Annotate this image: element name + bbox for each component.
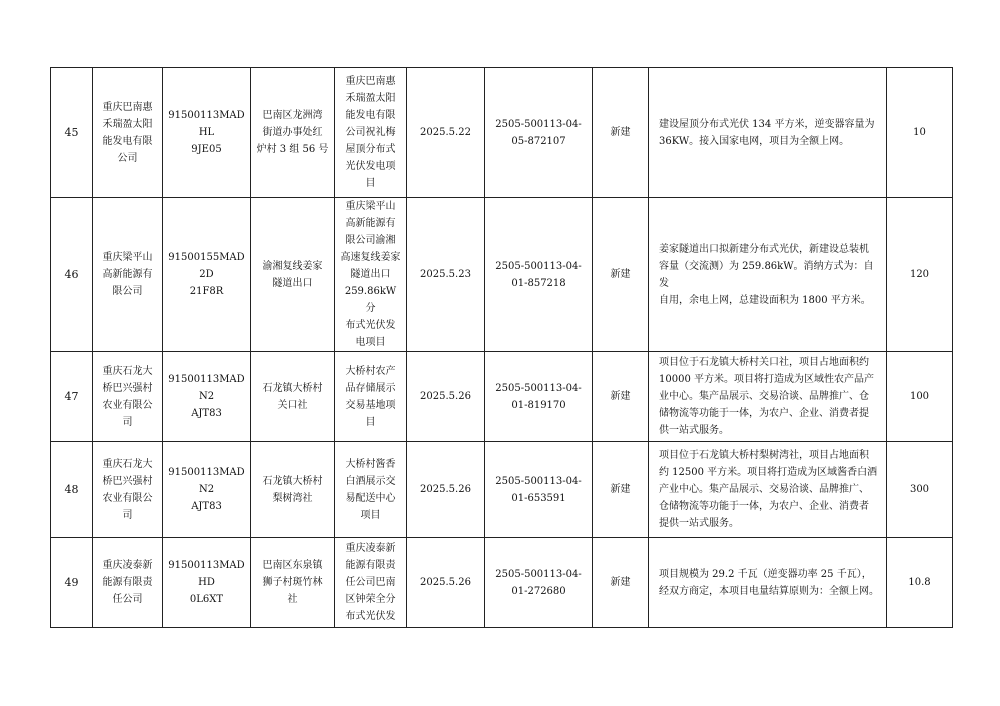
company-name	[93, 352, 163, 442]
company-name-line: 禾瑞盈太阳	[102, 118, 153, 130]
project-name-line: 屋顶分布式	[345, 144, 396, 155]
project-description-line: 仓储物流等功能于一体，为农户、企业、消费者	[659, 501, 869, 512]
company-name-line: 能发电有限	[102, 135, 153, 147]
project-code-line: 01-272680	[511, 585, 566, 597]
investment-amount: 10.8	[887, 538, 953, 628]
credit-code-line: 91500113MADN2	[168, 467, 245, 495]
credit-code	[163, 442, 251, 538]
table-row	[51, 352, 953, 442]
company-name-line: 重庆石龙大	[102, 365, 153, 377]
filing-date: 2025.5.23	[407, 198, 485, 352]
project-name-line: 重庆巴南惠	[345, 76, 396, 87]
investment-amount: 300	[887, 442, 953, 538]
project-location-line: 隧道出口	[272, 277, 313, 289]
project-description	[649, 352, 887, 442]
credit-code	[163, 198, 251, 352]
project-name-line: 易配送中心	[345, 492, 396, 504]
construction-type: 新建	[593, 352, 649, 442]
table-row	[51, 198, 953, 352]
company-name	[93, 442, 163, 538]
company-name-line: 司	[122, 416, 133, 428]
project-name-line: 目	[365, 178, 376, 189]
construction-type: 新建	[593, 198, 649, 352]
project-location-line: 石龙镇大桥村	[262, 382, 323, 394]
project-name-line: 布式光伏发	[345, 320, 396, 331]
project-code-line: 05-872107	[511, 135, 566, 147]
table-row	[51, 442, 953, 538]
project-name-line: 能发电有限	[345, 110, 396, 121]
company-name-line: 公司	[117, 152, 138, 164]
project-name-line: 重庆凌泰新	[345, 543, 396, 554]
row-index: 48	[51, 442, 93, 538]
project-code-line: 01-653591	[511, 492, 566, 504]
project-name-line: 大桥村酱香	[345, 458, 396, 470]
company-name-line: 重庆凌泰新	[102, 560, 153, 571]
project-code	[485, 442, 593, 538]
company-name	[93, 198, 163, 352]
project-name-line: 能源有限责	[345, 560, 396, 571]
company-name-line: 司	[122, 509, 133, 521]
project-description-line: 容量（交流测）为 259.86kW。消纳方式为：自发	[659, 260, 874, 289]
filing-date: 2025.5.26	[407, 352, 485, 442]
project-code-line: 01-857218	[511, 277, 566, 289]
project-name-line: 禾瑞盈太阳	[345, 93, 396, 104]
project-description-line: 10000 平方米。项目将打造成为区域性农产品产	[659, 374, 874, 385]
project-name-line: 隧道出口	[350, 269, 391, 280]
project-name-line: 公司祝礼梅	[345, 127, 396, 138]
company-name	[93, 68, 163, 198]
company-name	[93, 538, 163, 628]
project-description-line: 项目位于石龙镇大桥村梨树湾社，项目占地面积	[659, 450, 869, 461]
credit-code-line: AJT83	[191, 408, 222, 419]
company-name-line: 农业有限公	[102, 492, 153, 504]
project-location-line: 石龙镇大桥村	[262, 475, 323, 487]
project-location-line: 狮子村斑竹林	[262, 577, 323, 588]
project-description	[649, 68, 887, 198]
project-location-line: 梨树湾社	[272, 492, 313, 504]
project-name	[335, 198, 407, 352]
project-location-line: 街道办事处红	[262, 127, 323, 138]
project-name-line: 高新能源有	[345, 218, 396, 229]
project-location-line: 炉村 3 组 56 号	[256, 144, 329, 155]
project-name	[335, 538, 407, 628]
project-description-line: 经双方商定，本项目电量结算原则为：全额上网。	[659, 585, 879, 597]
project-code-line: 2505-500113-04-	[495, 568, 582, 580]
project-name-line: 光伏发电项	[345, 161, 396, 172]
project-name	[335, 68, 407, 198]
project-name-line: 电项目	[355, 337, 386, 348]
project-location	[251, 538, 335, 628]
project-code-line: 2505-500113-04-	[495, 260, 582, 272]
company-name-line: 能源有限责	[102, 577, 153, 588]
project-description-line: 业中心。集产品展示、交易洽谈、品牌推广、仓	[659, 391, 869, 402]
project-name-line: 白酒展示交	[345, 475, 396, 487]
project-code-line: 01-819170	[511, 399, 566, 411]
credit-code-line: 91500113MADHL	[168, 110, 245, 138]
filing-date: 2025.5.22	[407, 68, 485, 198]
row-index: 47	[51, 352, 93, 442]
company-name-line: 重庆石龙大	[102, 458, 153, 470]
project-name-line: 高速复线姜家	[340, 252, 401, 263]
table-row	[51, 538, 953, 628]
project-name-line: 布式光伏发	[345, 611, 396, 622]
project-code-line: 2505-500113-04-	[495, 118, 582, 130]
filing-date: 2025.5.26	[407, 538, 485, 628]
project-location-line: 巴南区龙洲湾	[262, 110, 323, 121]
project-code-line: 2505-500113-04-	[495, 475, 582, 487]
row-index: 49	[51, 538, 93, 628]
project-description-line: 自用，余电上网，总建设面积为 1800 平方米。	[659, 294, 871, 306]
credit-code	[163, 68, 251, 198]
construction-type: 新建	[593, 442, 649, 538]
company-name-line: 农业有限公	[102, 399, 153, 411]
project-location	[251, 68, 335, 198]
project-description	[649, 198, 887, 352]
project-location-line: 渝湘复线姜家	[262, 260, 323, 272]
credit-code-line: 91500155MAD2D	[168, 252, 245, 280]
project-description-line: 建设屋顶分布式光伏 134 平方米，逆变器容量为	[659, 118, 875, 130]
project-description-line: 项目位于石龙镇大桥村关口社，项目占地面积约	[659, 357, 869, 368]
project-description-line: 36KW。接入国家电网，项目为全额上网。	[659, 135, 850, 147]
row-index: 45	[51, 68, 93, 198]
filing-date: 2025.5.26	[407, 442, 485, 538]
company-name-line: 高新能源有	[102, 269, 153, 280]
project-name-line: 目	[365, 416, 376, 428]
project-description-line: 储物流等功能于一体，为农户、企业、消费者提	[659, 408, 869, 419]
construction-type: 新建	[593, 68, 649, 198]
project-name-line: 任公司巴南	[345, 577, 396, 588]
project-description	[649, 442, 887, 538]
row-index: 46	[51, 198, 93, 352]
project-location-line: 社	[287, 594, 298, 605]
project-name-line: 交易基地项	[345, 399, 396, 411]
credit-code-line: 0L6XT	[189, 594, 224, 605]
project-description-line: 产业中心。集产品展示、交易洽谈、品牌推广、	[659, 484, 869, 495]
project-location	[251, 352, 335, 442]
project-location-line: 巴南区东泉镇	[262, 560, 323, 571]
project-name-line: 限公司渝湘	[345, 235, 396, 246]
project-location-line: 关口社	[277, 399, 308, 411]
company-name-line: 限公司	[112, 286, 143, 297]
project-description-line: 供一站式服务。	[659, 425, 729, 436]
construction-type: 新建	[593, 538, 649, 628]
project-name-line: 区钟荣全分	[345, 594, 396, 605]
project-description-line: 约 12500 平方米。项目将打造成为区域酱香白酒	[659, 467, 878, 478]
credit-code	[163, 352, 251, 442]
company-name-line: 重庆梁平山	[102, 252, 153, 263]
project-name	[335, 352, 407, 442]
company-name-line: 重庆巴南惠	[102, 101, 153, 113]
credit-code-line: 9JE05	[191, 144, 222, 155]
project-code	[485, 538, 593, 628]
project-description-line: 项目规模为 29.2 千瓦（逆变器功率 25 千瓦），	[659, 568, 872, 580]
table-row	[51, 68, 953, 198]
project-location	[251, 442, 335, 538]
credit-code-line: 91500113MADHD	[168, 560, 245, 588]
project-code	[485, 198, 593, 352]
project-code	[485, 352, 593, 442]
project-description	[649, 538, 887, 628]
company-name-line: 桥巴兴强村	[102, 475, 153, 487]
project-name-line: 品存储展示	[345, 382, 396, 394]
project-name-line: 259.86kW 分	[344, 286, 397, 314]
project-description-line: 提供一站式服务。	[659, 518, 739, 529]
project-table	[50, 67, 953, 628]
investment-amount: 10	[887, 68, 953, 198]
credit-code-line: 91500113MADN2	[168, 374, 245, 402]
investment-amount: 120	[887, 198, 953, 352]
company-name-line: 任公司	[112, 594, 143, 605]
project-code	[485, 68, 593, 198]
investment-amount: 100	[887, 352, 953, 442]
company-name-line: 桥巴兴强村	[102, 382, 153, 394]
project-code-line: 2505-500113-04-	[495, 382, 582, 394]
credit-code-line: 21F8R	[189, 286, 224, 297]
project-location	[251, 198, 335, 352]
project-name-line: 项目	[360, 509, 381, 521]
credit-code	[163, 538, 251, 628]
credit-code-line: AJT83	[191, 501, 222, 512]
project-name	[335, 442, 407, 538]
project-name-line: 重庆梁平山	[345, 201, 396, 212]
project-description-line: 姜家隧道出口拟新建分布式光伏，新建设总装机	[659, 243, 869, 255]
project-name-line: 大桥村农产	[345, 365, 396, 377]
